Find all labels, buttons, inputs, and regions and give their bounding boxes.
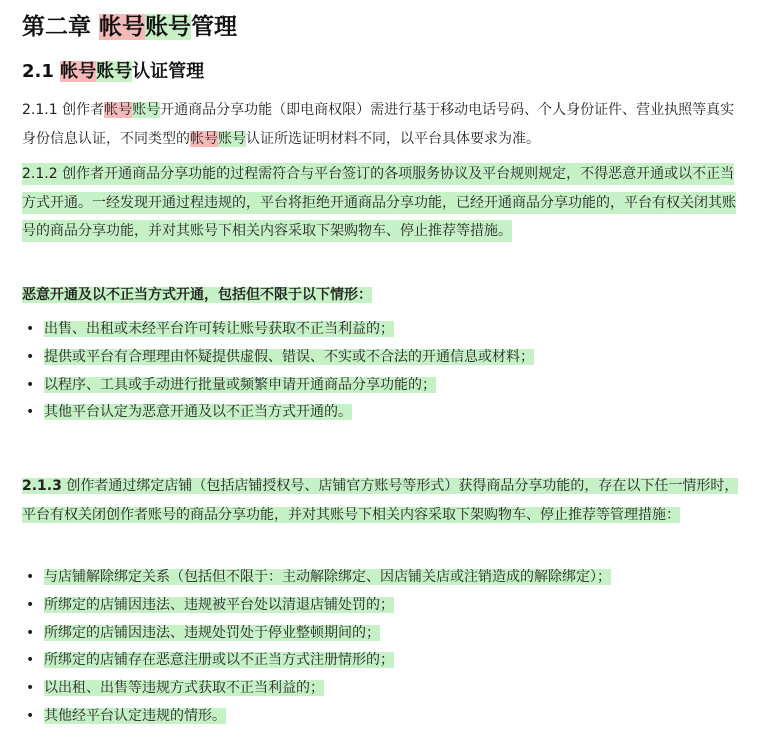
section-title-suffix: 认证管理 <box>132 61 205 82</box>
shop-binding-list <box>22 564 611 731</box>
paragraph-2-1-1 <box>22 96 744 153</box>
bullet-icon: • <box>26 376 35 393</box>
list-item-text: 其他经平台认定违规的情形。 <box>44 707 226 724</box>
malicious-heading <box>22 282 372 308</box>
p211-deleted-2: 帐号 <box>190 130 218 147</box>
p211-inserted-1: 账号 <box>132 102 161 118</box>
p211-inserted-2: 账号 <box>218 130 246 147</box>
section-title-inserted: 账号 <box>96 61 133 82</box>
bullet-icon: • <box>26 404 35 421</box>
chapter-title-suffix: 管理 <box>191 14 238 40</box>
p211-deleted-1: 帐号 <box>104 102 133 118</box>
bullet-icon: • <box>26 652 35 669</box>
chapter-title <box>22 12 237 42</box>
section-title <box>22 59 204 85</box>
list-item <box>22 675 611 703</box>
list-item <box>22 620 611 648</box>
paragraph-2-1-3 <box>22 472 744 529</box>
bullet-icon: • <box>26 624 35 641</box>
list-item <box>22 399 534 427</box>
chapter-title-deleted: 帐号 <box>99 14 146 40</box>
list-item <box>22 372 534 400</box>
p213-text: 创作者通过绑定店铺（包括店铺授权号、店铺官方账号等形式）获得商品分享功能的，存在以下任一情形时，平台有权关闭创作者账号的商品分享功能，并对其账号下相关内容采取下架购物车、停止推荐等管理措施： <box>22 478 739 523</box>
p213-number: 2.1.3 <box>22 478 62 494</box>
p211-part3: 认证所选证明材料不同，以平台具体要求为准。 <box>246 130 540 147</box>
bullet-icon: • <box>26 569 35 585</box>
chapter-title-prefix: 第二章 <box>22 14 100 40</box>
list-item-text: 以出租、出售等违规方式获取不正当利益的； <box>44 680 324 697</box>
section-title-prefix: 2.1 <box>22 61 61 82</box>
p212-text: 2.1.2 创作者开通商品分享功能的过程需符合与平台签订的各项服务协议及平台规则规定，不得恶意开通或以不正当方式开通。一经发现开通过程违规的，平台将拒绝开通商品分享功能，已经开通商品分享功能的，平台有权关闭其账号的商品分享功能，并对其账号下相关内容采取下架购物车、停止推荐等措施。 <box>22 163 736 242</box>
section-title-deleted: 帐号 <box>60 61 97 82</box>
malicious-list <box>22 316 534 427</box>
list-item <box>22 703 611 731</box>
list-item-text: 所绑定的店铺存在恶意注册或以不正当方式注册情形的； <box>44 652 394 669</box>
bullet-icon: • <box>26 348 35 365</box>
bullet-icon: • <box>26 321 35 337</box>
list-item <box>22 564 611 592</box>
chapter-title-inserted: 账号 <box>145 14 192 40</box>
list-item-text: 与店铺解除绑定关系（包括但不限于：主动解除绑定、因店铺关店或注销造成的解除绑定）； <box>44 569 611 585</box>
list-item-text: 所绑定的店铺因违法、违规处罚处于停业整顿期间的； <box>44 624 380 641</box>
list-item-text: 以程序、工具或手动进行批量或频繁申请开通商品分享功能的； <box>44 376 436 393</box>
list-item-text: 出售、出租或未经平台许可转让账号获取不正当利益的； <box>44 321 394 337</box>
list-item-text: 其他平台认定为恶意开通及以不正当方式开通的。 <box>44 404 352 421</box>
list-item <box>22 647 611 675</box>
p211-part2: 开通商品分享功能（即电商权限）需进行基于移动电话号码、个人身份证件、营业执照等真实身份信息认证，不同类型的 <box>22 102 735 147</box>
paragraph-2-1-2 <box>22 160 744 246</box>
p211-part1: 2.1.1 创作者 <box>22 102 105 118</box>
malicious-heading-text: 恶意开通及以不正当方式开通，包括但不限于以下情形： <box>22 287 372 303</box>
list-item <box>22 592 611 620</box>
bullet-icon: • <box>26 680 35 697</box>
bullet-icon: • <box>26 707 35 724</box>
list-item-text: 所绑定的店铺因违法、违规被平台处以清退店铺处罚的； <box>44 596 394 613</box>
list-item-text: 提供或平台有合理理由怀疑提供虚假、错误、不实或不合法的开通信息或材料； <box>44 348 534 365</box>
bullet-icon: • <box>26 596 35 613</box>
list-item <box>22 344 534 372</box>
list-item <box>22 316 534 344</box>
